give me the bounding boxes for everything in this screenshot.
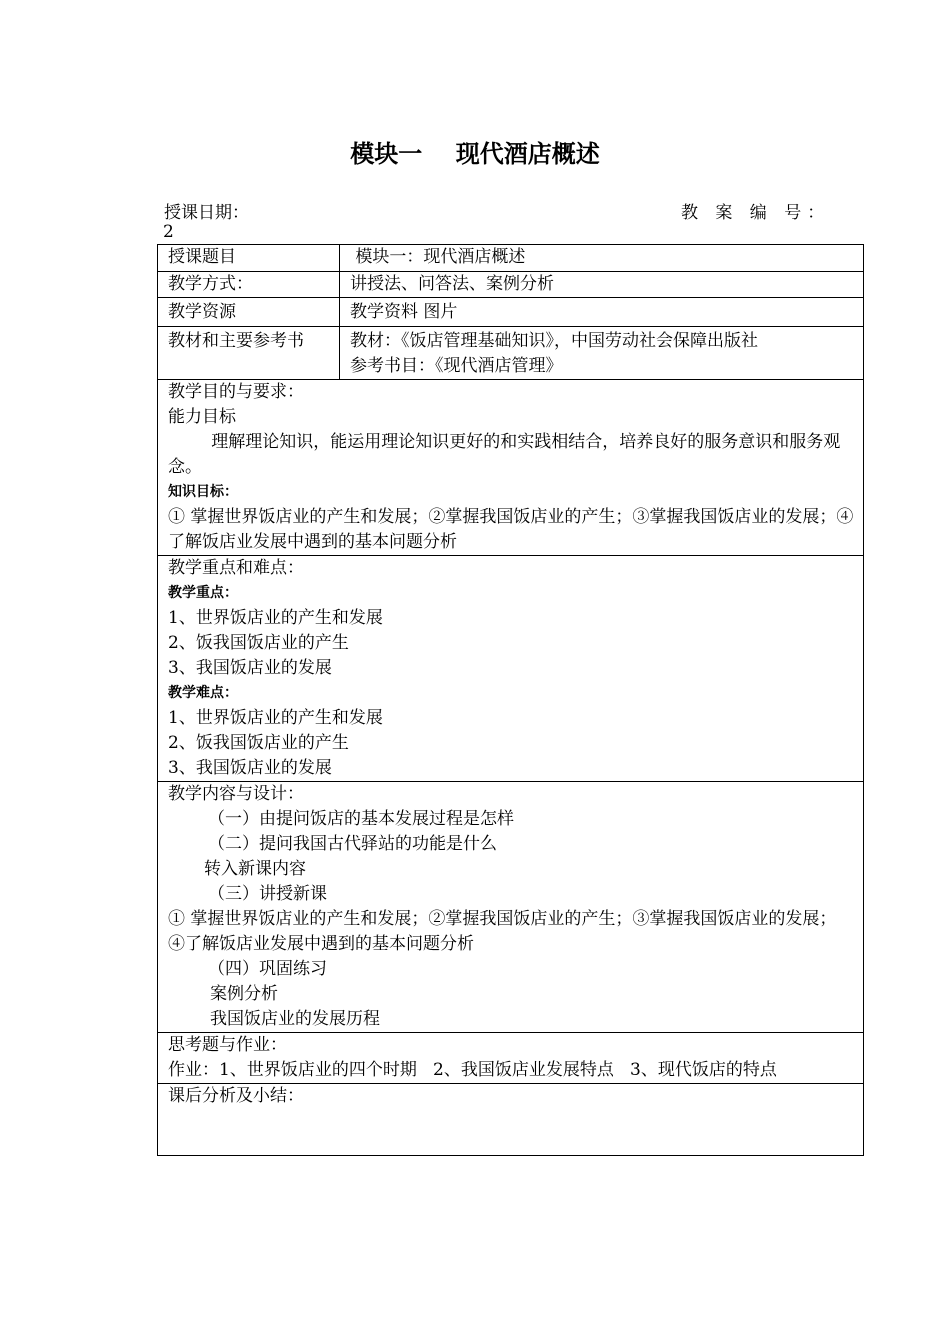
method-value: 讲授法、问答法、案例分析 bbox=[340, 272, 864, 298]
content-line: （二）提问我国古代驿站的功能是什么 bbox=[208, 834, 497, 854]
content-cell bbox=[158, 782, 864, 1033]
knowledge-text: ① 掌握世界饭店业的产生和发展；②掌握我国饭店业的产生；③掌握我国饭店业的发展；④了解饭店业发展中遇到的基本问题分析 bbox=[168, 507, 854, 552]
books-textbook: 教材：《饭店管理基础知识》，中国劳动社会保障出版社 bbox=[350, 331, 758, 351]
books-value bbox=[340, 327, 864, 380]
method-row bbox=[158, 272, 864, 298]
books-reference: 参考书目：《现代酒店管理》 bbox=[350, 356, 563, 376]
summary-cell bbox=[158, 1084, 864, 1156]
ability-heading: 能力目标 bbox=[168, 407, 236, 427]
content-line: （四）巩固练习 bbox=[208, 959, 327, 979]
objectives-cell bbox=[158, 380, 864, 556]
content-line: ① 掌握世界饭店业的产生和发展；②掌握我国饭店业的产生；③掌握我国饭店业的发展；④了解饭店业发展中遇到的基本问题分析 bbox=[168, 909, 837, 954]
code-value: 2 bbox=[163, 222, 174, 242]
date-label: 授课日期： bbox=[164, 203, 249, 223]
summary-heading: 课后分析及小结： bbox=[168, 1086, 304, 1106]
ability-text: 理解理论知识，能运用理论知识更好的和实践相结合，培养良好的服务意识和服务观念。 bbox=[168, 432, 841, 477]
books-row bbox=[158, 327, 864, 380]
homework-text: 作业：1、世界饭店业的四个时期 2、我国饭店业发展特点 3、现代饭店的特点 bbox=[168, 1060, 777, 1080]
homework-cell bbox=[158, 1033, 864, 1084]
page-title: 模块一 现代酒店概述 bbox=[350, 140, 600, 168]
resources-row bbox=[158, 298, 864, 327]
content-row bbox=[158, 782, 864, 1033]
method-label: 教学方式： bbox=[158, 272, 340, 298]
content-line: （三）讲授新课 bbox=[208, 884, 327, 904]
objectives-heading: 教学目的与要求： bbox=[168, 382, 304, 402]
difficulty-item: 3、我国饭店业的发展 bbox=[168, 758, 332, 778]
code-label: 教 案 编 号： bbox=[681, 203, 831, 223]
content-line: 案例分析 bbox=[210, 984, 278, 1004]
content-line: 我国饭店业的发展历程 bbox=[210, 1009, 380, 1029]
knowledge-heading: 知识目标： bbox=[168, 484, 238, 500]
topic-row bbox=[158, 245, 864, 272]
resources-label: 教学资源 bbox=[158, 298, 340, 327]
books-label: 教材和主要参考书 bbox=[158, 327, 340, 380]
topic-label: 授课题目 bbox=[158, 245, 340, 272]
homework-row bbox=[158, 1033, 864, 1084]
content-line: （一）由提问饭店的基本发展过程是怎样 bbox=[208, 809, 514, 829]
difficulty-heading: 教学难点： bbox=[168, 685, 238, 701]
difficulty-item: 2、饭我国饭店业的产生 bbox=[168, 733, 349, 753]
focus-item: 1、世界饭店业的产生和发展 bbox=[168, 608, 383, 628]
resources-value: 教学资料 图片 bbox=[340, 298, 864, 327]
focus-heading: 教学重点： bbox=[168, 585, 238, 601]
homework-heading: 思考题与作业： bbox=[168, 1035, 287, 1055]
topic-value: 模块一：现代酒店概述 bbox=[340, 245, 864, 272]
lesson-plan-table bbox=[157, 244, 864, 1156]
focus-item: 3、我国饭店业的发展 bbox=[168, 658, 332, 678]
objectives-row bbox=[158, 380, 864, 556]
keypoints-heading: 教学重点和难点： bbox=[168, 558, 304, 578]
summary-row bbox=[158, 1084, 864, 1156]
content-line: 转入新课内容 bbox=[204, 859, 306, 879]
keypoints-row bbox=[158, 556, 864, 782]
difficulty-item: 1、世界饭店业的产生和发展 bbox=[168, 708, 383, 728]
content-heading: 教学内容与设计： bbox=[168, 784, 304, 804]
keypoints-cell bbox=[158, 556, 864, 782]
focus-item: 2、饭我国饭店业的产生 bbox=[168, 633, 349, 653]
